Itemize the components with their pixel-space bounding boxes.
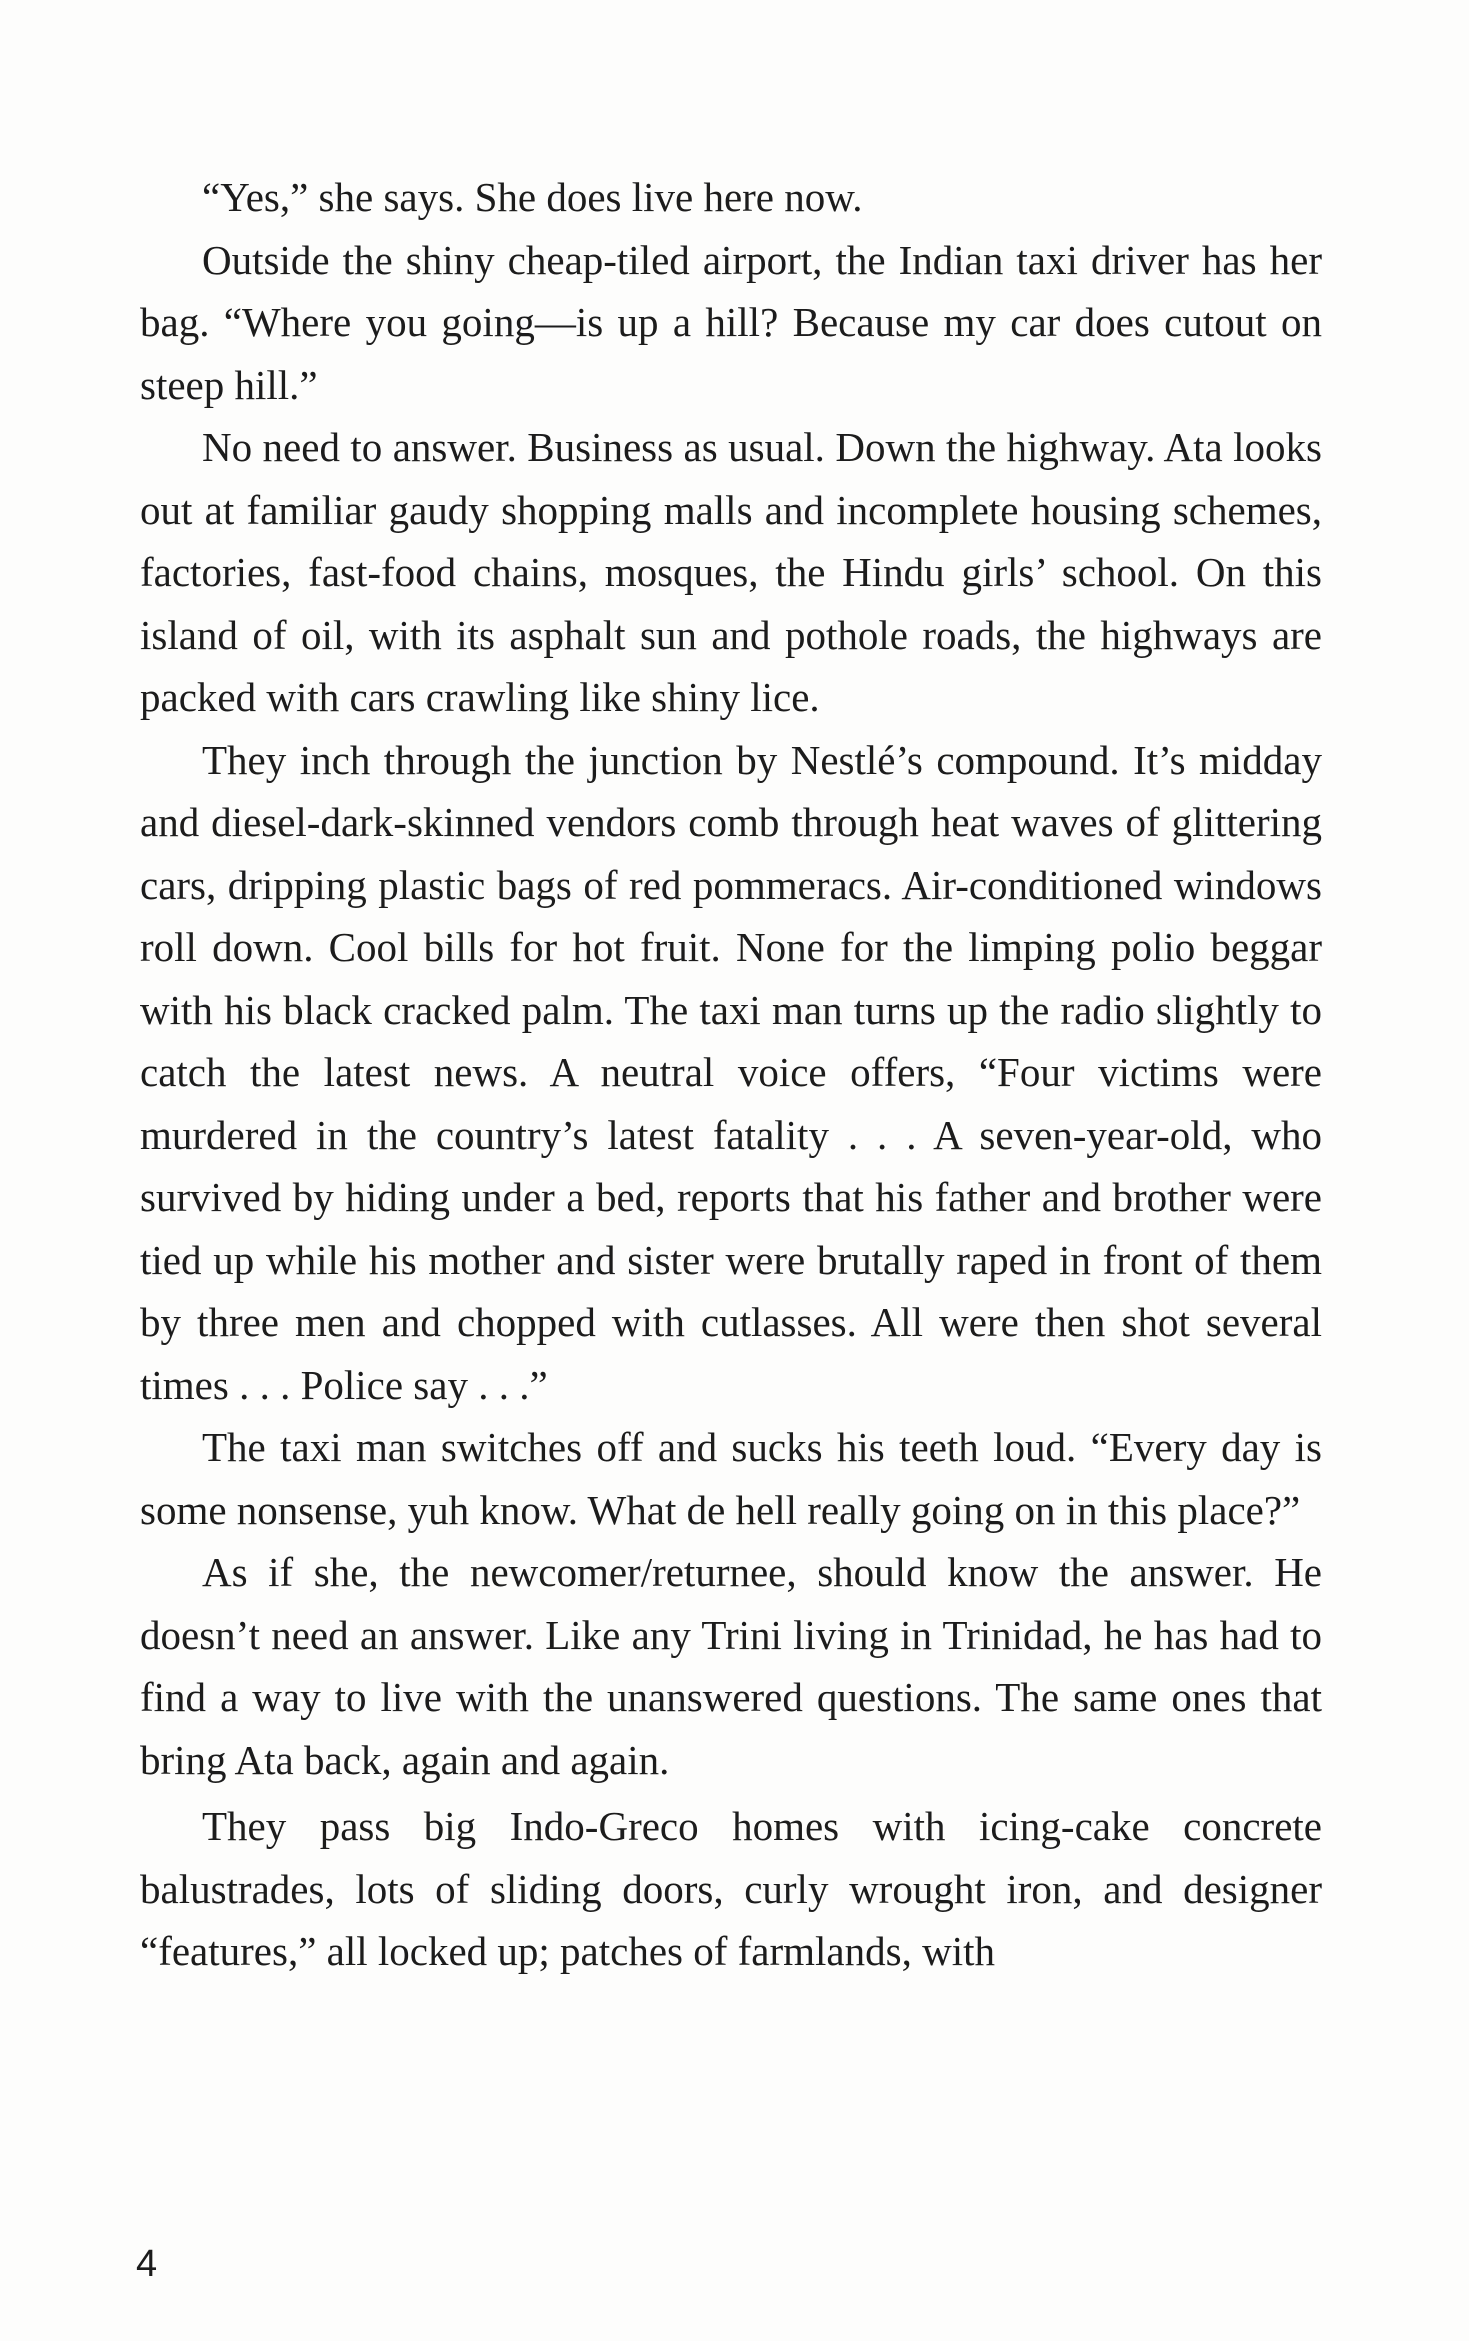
paragraph-6: As if she, the newcomer/returnee, should know the answer. He doesn’t need an answer. Like any Trini living in Trinidad, he has had to find a way to live with the unanswered questions. The same ones that bring Ata back, again and again. [140, 1549, 1322, 1783]
page-number: 4 [136, 2243, 158, 2285]
paragraph-3: No need to answer. Business as usual. Down the highway. Ata looks out at familiar gaudy shopping malls and incomplete housing schemes, factories, fast-food chains, mosques, the Hindu girls’ school. On this island of oil, with its asphalt sun and pothole roads, the highways are packed with cars crawling like shiny lice. [140, 424, 1322, 720]
paragraph-2: Outside the shiny cheap-tiled airport, the Indian taxi driver has her bag. “Where you going—is up a hill? Because my car does cutout on steep hill.” [140, 236, 1322, 408]
paragraph-1: “Yes,” she says. She does live here now. [202, 174, 863, 220]
paragraph-7: They pass big Indo-Greco homes with icing-cake concrete balustrades, lots of sliding doors, curly wrought iron, and designer “features,” all locked up; patches of farmlands, with [140, 1803, 1322, 1974]
paragraph-5: The taxi man switches off and sucks his teeth loud. “Every day is some nonsense, yuh know. What de hell really going on in this place?” [140, 1424, 1322, 1533]
paragraph-4: They inch through the junction by Nestlé’s compound. It’s midday and diesel-dark-skinned vendors comb through heat waves of glittering cars, dripping plastic bags of red pommeracs. Air-conditioned windows roll down. Cool bills for hot fruit. None for the limping polio beggar with his black cracked palm. The taxi man turns up the radio slightly to catch the latest news. A neutral voice offers, “Four victims were murdered in the country’s latest fatality . . . A seven-year-old, who survived by hiding under a bed, reports that his father and brother were tied up while his mother and sister were brutally raped in front of them by three men and chopped with cutlasses. All were then shot several times . . . Police say . . .” [140, 736, 1322, 1408]
body-text [140, 166, 1322, 1983]
